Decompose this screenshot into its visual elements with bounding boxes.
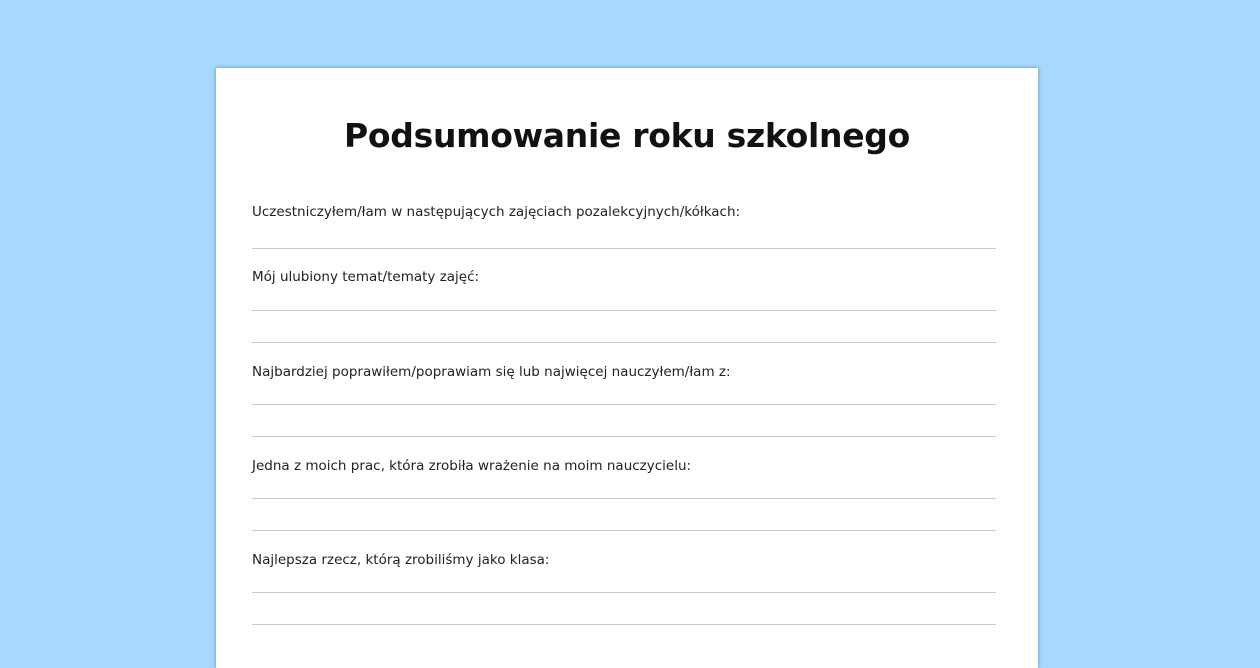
prompt-extracurricular: Uczestniczyłem/łam w następujących zajęciach pozalekcyjnych/kółkach:	[252, 204, 741, 220]
answer-line	[252, 530, 996, 531]
answer-line	[252, 592, 996, 593]
answer-line	[252, 248, 996, 249]
worksheet-title: Podsumowanie roku szkolnego	[344, 116, 910, 155]
answer-line	[252, 436, 996, 437]
prompt-best-class-thing: Najlepsza rzecz, którą zrobiliśmy jako klasa:	[252, 552, 550, 568]
prompt-teacher-impressed: Jedna z moich prac, która zrobiła wrażenie na moim nauczycielu:	[252, 458, 692, 474]
prompt-most-improved: Najbardziej poprawiłem/poprawiam się lub najwięcej nauczyłem/łam z:	[252, 364, 731, 380]
answer-line	[252, 498, 996, 499]
worksheet-page	[216, 68, 1038, 668]
answer-line	[252, 342, 996, 343]
answer-line	[252, 310, 996, 311]
answer-line	[252, 404, 996, 405]
prompt-favorite-topic: Mój ulubiony temat/tematy zajęć:	[252, 269, 480, 285]
answer-line	[252, 624, 996, 625]
